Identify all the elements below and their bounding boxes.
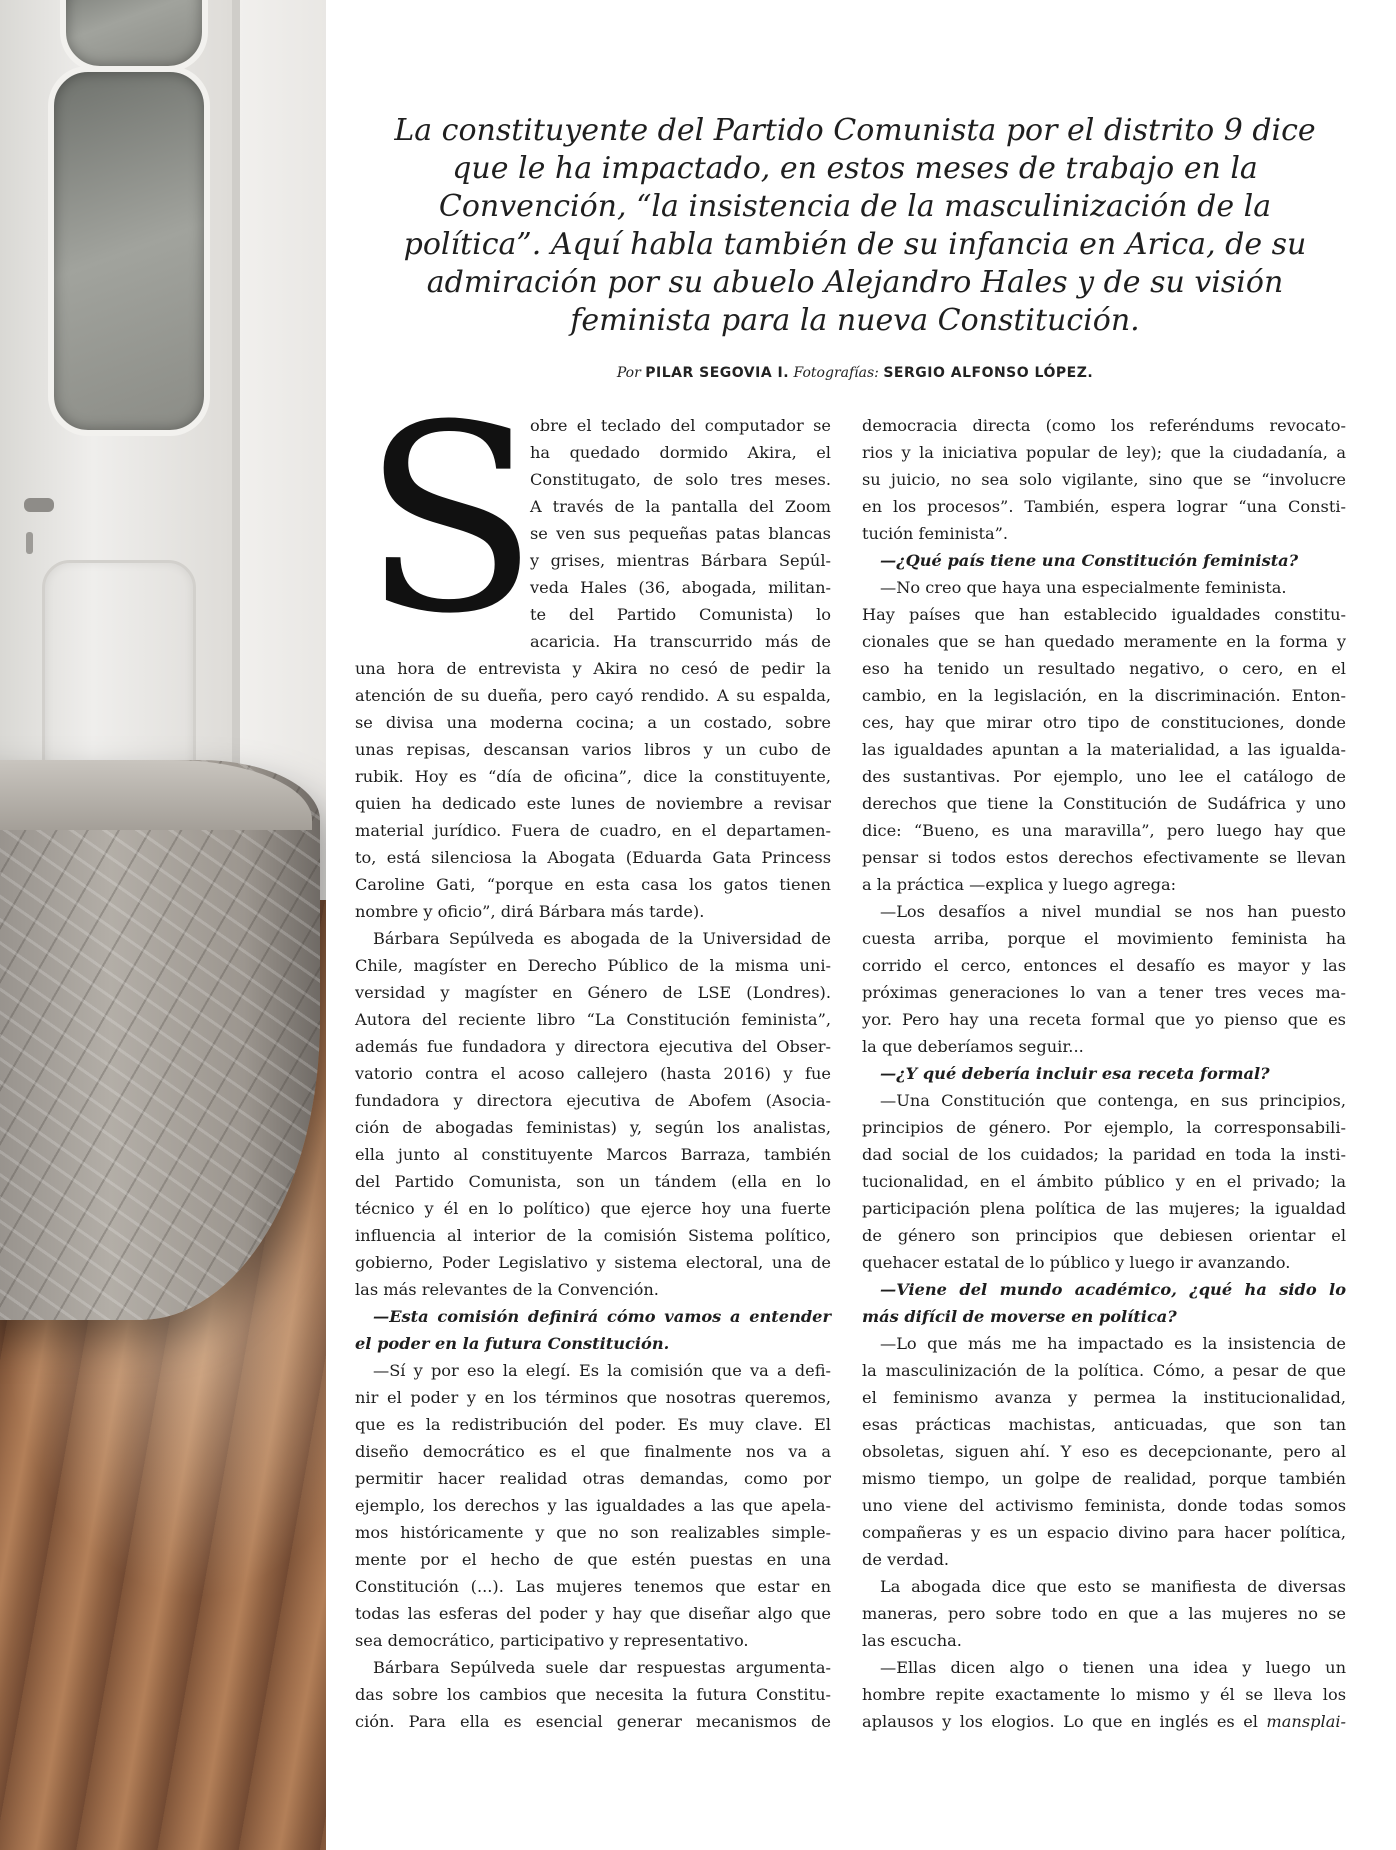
- body-line: próximas generaciones lo van a tener tres veces ma-: [862, 983, 1346, 1002]
- article-deck: [362, 112, 1348, 340]
- question-line: el poder en la futura Constitución.: [355, 1334, 670, 1353]
- question-line: más difícil de moverse en política?: [862, 1307, 1177, 1326]
- body-line: material jurídico. Fuera de cuadro, en el departamen-: [355, 821, 831, 840]
- body-line: las igualdades apuntan a la materialidad, a las igualda-: [862, 740, 1346, 759]
- body-line: versidad y magíster en Género de LSE (Londres).: [355, 983, 831, 1002]
- body-line: Autora del reciente libro “La Constitución feminista”,: [355, 1010, 831, 1029]
- body-line: das sobre los cambios que necesita la futura Constitu-: [355, 1685, 831, 1704]
- dropcap-wrapped-text: [355, 412, 831, 655]
- deck-line: política”. Aquí habla también de su infancia en Arica, de su: [403, 227, 1307, 262]
- body-column-left: [355, 412, 831, 1735]
- body-line: compañeras y es un espacio divino para hacer política,: [862, 1523, 1346, 1542]
- body-line: ces, hay que mirar otro tipo de constituciones, donde: [862, 713, 1346, 732]
- body-line: hombre repite exactamente lo mismo y él se lleva los: [862, 1685, 1346, 1704]
- body-line: Hay países que han establecido igualdades constitu-: [862, 605, 1346, 624]
- question-line: —Viene del mundo académico, ¿qué ha sido lo: [880, 1280, 1346, 1299]
- body-line: acaricia. Ha transcurrido más de: [530, 632, 831, 651]
- body-line: cuesta arriba, porque el movimiento feminista ha: [862, 929, 1346, 948]
- body-line: ella junto al constituyente Marcos Barraza, también: [355, 1145, 831, 1164]
- body-line: cambio, en la legislación, en la discriminación. Enton-: [862, 686, 1346, 705]
- body-line: ejemplo, los derechos y las igualdades a las que apela-: [355, 1496, 831, 1515]
- body-line: to, está silenciosa la Abogata (Eduarda Gata Princess: [355, 848, 831, 867]
- body-line: todas las esferas del poder y hay que diseñar algo que: [355, 1604, 831, 1623]
- body-line: influencia al interior de la comisión Sistema político,: [355, 1226, 831, 1245]
- body-line: en los procesos”. También, espera lograr “una Consti-: [862, 497, 1346, 516]
- body-line: La abogada dice que esto se manifiesta de diversas: [880, 1577, 1346, 1596]
- body-line: dad social de los cuidados; la paridad en toda la insti-: [862, 1145, 1346, 1164]
- body-line: fundadora y directora ejecutiva de Abofem (Asocia-: [355, 1091, 831, 1110]
- body-line: que es la redistribución del poder. Es muy clave. El: [355, 1415, 831, 1434]
- body-line: ha quedado dormido Akira, el: [530, 443, 831, 462]
- body-line: el feminismo avanza y permea la institucionalidad,: [862, 1388, 1346, 1407]
- deck-line: Convención, “la insistencia de la masculinización de la: [438, 189, 1272, 224]
- body-line: ción de abogadas feministas) y, según los analistas,: [355, 1118, 831, 1137]
- body-line: rios y la iniciativa popular de ley); que la ciudadanía, a: [862, 443, 1346, 462]
- body-line: Bárbara Sepúlveda es abogada de la Universidad de: [373, 929, 831, 948]
- body-line: permitir hacer realidad otras demandas, como por: [355, 1469, 831, 1488]
- body-line: vatorio contra el acoso callejero (hasta 2016) y fue: [355, 1064, 831, 1083]
- deck-line: que le ha impactado, en estos meses de trabajo en la: [452, 151, 1258, 186]
- body-line: Bárbara Sepúlveda suele dar respuestas argumenta-: [373, 1658, 831, 1677]
- body-line: se divisa una moderna cocina; a un costado, sobre: [355, 713, 831, 732]
- body-line: quehacer estatal de lo público y luego ir avanzando.: [862, 1253, 1291, 1272]
- byline-author: PILAR SEGOVIA I.: [645, 365, 790, 381]
- body-line: de género son principios que debiesen orientar el: [862, 1226, 1346, 1245]
- body-line: una hora de entrevista y Akira no cesó de pedir la: [355, 659, 831, 678]
- body-column-right: [862, 412, 1346, 1735]
- body-line: cionales que se han quedado meramente en la forma y: [862, 632, 1346, 651]
- body-line: la que deberíamos seguir...: [862, 1037, 1084, 1056]
- keyhole-icon: [26, 532, 33, 554]
- deck-line: La constituyente del Partido Comunista por el distrito 9 dice: [394, 113, 1316, 148]
- body-line: participación plena política de las mujeres; la igualdad: [862, 1199, 1346, 1218]
- body-line: corrido el cerco, entonces el desafío es mayor y las: [862, 956, 1346, 975]
- body-line: nir el poder y en los términos que nosotras queremos,: [355, 1388, 831, 1407]
- body-line: técnico y él en lo político) que ejerce hoy una fuerte: [355, 1199, 831, 1218]
- body-line: del Partido Comunista, son un tándem (ella en lo: [355, 1172, 831, 1191]
- body-line: la masculinización de la política. Cómo, a pesar de que: [862, 1361, 1346, 1380]
- drop-cap: S: [362, 370, 539, 670]
- door-handle-icon: [24, 498, 54, 512]
- body-line: mos históricamente y que no son realizables simple-: [355, 1523, 831, 1542]
- body-column-left-text: [355, 655, 831, 1735]
- body-line: las escucha.: [862, 1631, 962, 1650]
- body-line: sea democrático, participativo y representativo.: [355, 1631, 749, 1650]
- byline-photographer: SERGIO ALFONSO LÓPEZ.: [883, 365, 1094, 381]
- body-line: dice: “Bueno, es una maravilla”, pero luego hay que: [862, 821, 1346, 840]
- question-line: —Esta comisión definirá cómo vamos a entender: [373, 1307, 831, 1326]
- body-line: y grises, mientras Bárbara Sepúl-: [530, 551, 831, 570]
- body-line: se ven sus pequeñas patas blancas: [530, 524, 831, 543]
- question-line: —¿Y qué debería incluir esa receta formal?: [880, 1064, 1270, 1083]
- body-line: —Lo que más me ha impactado es la insistencia de: [880, 1334, 1346, 1353]
- body-line: Chile, magíster en Derecho Público de la misma uni-: [355, 956, 831, 975]
- body-line: unas repisas, descansan varios libros y un cubo de: [355, 740, 831, 759]
- body-line: Caroline Gati, “porque en esta casa los gatos tienen: [355, 875, 831, 894]
- body-line: rubik. Hoy es “día de oficina”, dice la constituyente,: [355, 767, 831, 786]
- body-line: democracia directa (como los referéndums revocato-: [862, 416, 1346, 435]
- article-photo: [0, 0, 326, 1850]
- byline-photos-label: Fotografías:: [793, 365, 879, 381]
- body-line: uno viene del activismo feminista, donde todas somos: [862, 1496, 1346, 1515]
- body-line: yor. Pero hay una receta formal que yo pienso que es: [862, 1010, 1346, 1029]
- body-line: de verdad.: [862, 1550, 950, 1569]
- body-line: gobierno, Poder Legislativo y sistema electoral, una de: [355, 1253, 831, 1272]
- body-line: aplausos y los elogios. Lo que en inglés es el mansplai-: [862, 1712, 1346, 1731]
- body-line: obsoletas, siguen ahí. Y eso es decepcionante, pero al: [862, 1442, 1346, 1461]
- body-line: Constitución (...). Las mujeres tenemos que estar en: [355, 1577, 831, 1596]
- body-line: des sustantivas. Por ejemplo, uno lee el catálogo de: [862, 767, 1346, 786]
- body-line: a la práctica —explica y luego agrega:: [862, 875, 1177, 894]
- body-line: tucionalidad, en el ámbito público y en el privado; la: [862, 1172, 1346, 1191]
- body-line: su juicio, no sea solo vigilante, sino que se “involucre: [862, 470, 1346, 489]
- body-line: mismo tiempo, un golpe de realidad, porque también: [862, 1469, 1346, 1488]
- body-line: —Una Constitución que contenga, en sus principios,: [880, 1091, 1346, 1110]
- body-line: obre el teclado del computador se: [530, 416, 831, 435]
- byline-por-label: Por: [616, 365, 641, 381]
- body-line: quien ha dedicado este lunes de noviembre a revisar: [355, 794, 831, 813]
- door-window-top: [60, 0, 208, 72]
- deck-line: feminista para la nueva Constitución.: [570, 303, 1140, 338]
- body-line: veda Hales (36, abogada, militan-: [530, 578, 831, 597]
- body-line: principios de género. Por ejemplo, la corresponsabili-: [862, 1118, 1346, 1137]
- body-line: ción. Para ella es esencial generar mecanismos de: [355, 1712, 831, 1731]
- question-line: —¿Qué país tiene una Constitución feminista?: [880, 551, 1299, 570]
- body-line: mente por el hecho de que estén puestas en una: [355, 1550, 831, 1569]
- body-line: A través de la pantalla del Zoom: [530, 497, 831, 516]
- body-line: —Sí y por eso la elegí. Es la comisión que va a defi-: [373, 1361, 831, 1380]
- body-line: las más relevantes de la Convención.: [355, 1280, 659, 1299]
- body-line: —Ellas dicen algo o tienen una idea y luego un: [880, 1658, 1346, 1677]
- body-line: pensar si todos estos derechos efectivamente se llevan: [862, 848, 1346, 867]
- body-line: te del Partido Comunista) lo: [530, 605, 831, 624]
- body-line: —No creo que haya una especialmente feminista.: [880, 578, 1287, 597]
- body-line: esas prácticas machistas, anticuadas, que son tan: [862, 1415, 1346, 1434]
- body-line: atención de su dueña, pero cayó rendido. A su espalda,: [355, 686, 831, 705]
- body-line: nombre y oficio”, dirá Bárbara más tarde).: [355, 902, 705, 921]
- body-line: derechos que tiene la Constitución de Sudáfrica y uno: [862, 794, 1346, 813]
- body-line: diseño democrático es el que finalmente nos va a: [355, 1442, 831, 1461]
- door-window: [48, 66, 210, 436]
- body-line: —Los desafíos a nivel mundial se nos han puesto: [880, 902, 1346, 921]
- deck-line: admiración por su abuelo Alejandro Hales y de su visión: [426, 265, 1284, 300]
- body-line: además fue fundadora y directora ejecutiva del Obser-: [355, 1037, 831, 1056]
- body-line: eso ha tenido un resultado negativo, o cero, en el: [862, 659, 1346, 678]
- body-line: Constitugato, de solo tres meses.: [530, 470, 831, 489]
- body-line: tución feminista”.: [862, 524, 1009, 543]
- body-line: maneras, pero sobre todo en que a las mujeres no se: [862, 1604, 1346, 1623]
